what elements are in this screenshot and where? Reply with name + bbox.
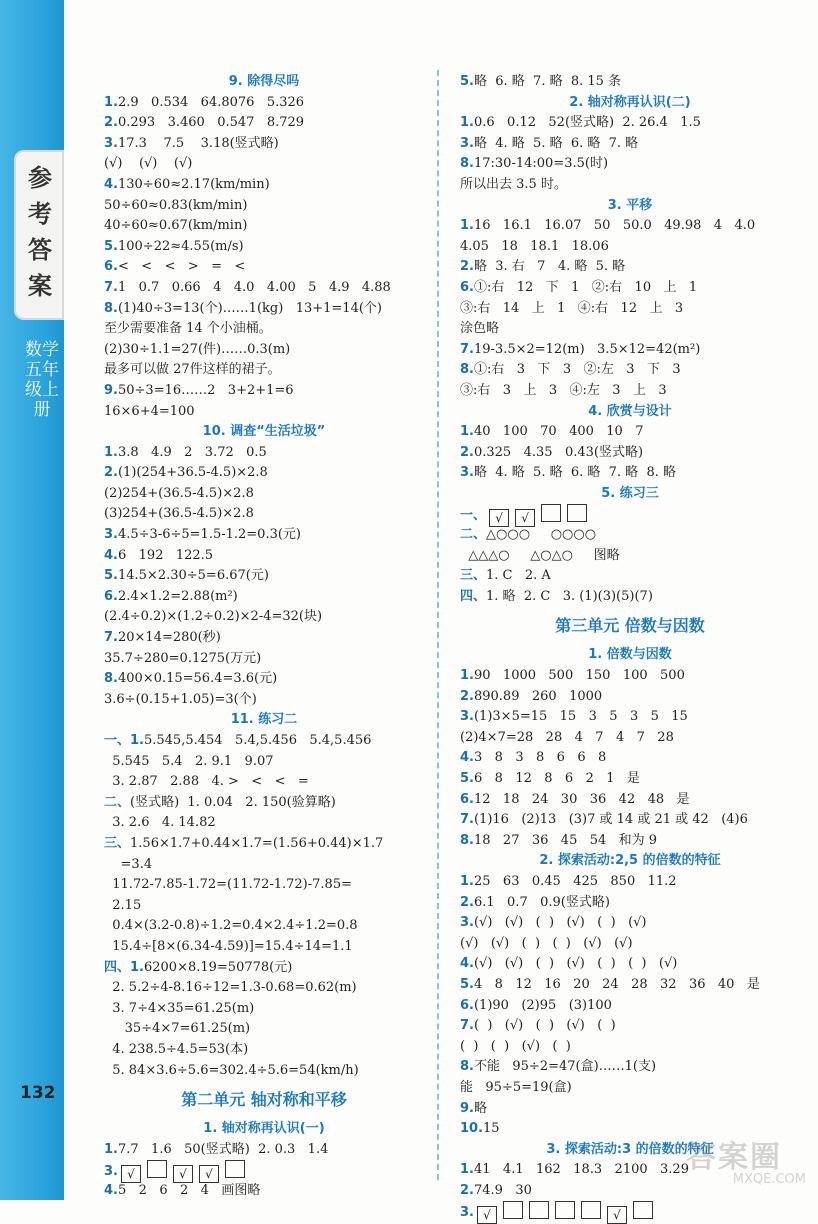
- question-number: 2.: [460, 688, 474, 704]
- question-number: 2.: [104, 465, 118, 481]
- answer-line: [460, 975, 800, 996]
- answer-box: √: [489, 509, 509, 527]
- answer-box: [541, 504, 561, 522]
- question-number: 3.: [460, 915, 474, 931]
- question-number: 四、: [460, 588, 487, 604]
- question-number: 4.: [460, 750, 474, 766]
- answer-line: [104, 196, 424, 217]
- answer-line: [460, 257, 800, 278]
- question-number: 2.: [460, 259, 474, 275]
- watermark-main: 答案圈: [686, 1140, 782, 1175]
- answer-text: 略 6. 略 7. 略 8. 15 条: [473, 74, 622, 89]
- question-number: 2.: [460, 444, 474, 460]
- answer-tab-label: 参考答案: [28, 164, 52, 300]
- question-number: 2.: [104, 115, 118, 131]
- answer-line: [460, 154, 800, 175]
- answer-line: [460, 360, 800, 381]
- answer-line: [104, 1181, 424, 1202]
- answer-line: [104, 299, 424, 320]
- answer-box: √: [199, 1165, 219, 1183]
- question-number: 8.: [104, 671, 118, 687]
- answer-box: [633, 1201, 653, 1219]
- answer-line: [104, 443, 424, 464]
- answer-text: 14.5×2.30÷5=6.67(元): [117, 568, 269, 584]
- answer-box: √: [607, 1206, 627, 1224]
- answer-line: [104, 607, 424, 628]
- question-number: 8.: [460, 362, 474, 378]
- answer-box: [225, 1160, 245, 1178]
- answer-text: (1)40÷3=13(个)……1(kg) 13+1=14(个): [117, 300, 382, 316]
- question-number: 8.: [460, 1059, 474, 1075]
- question-number: 3.: [104, 527, 118, 543]
- section-heading: 4. 欣赏与设计: [588, 403, 672, 419]
- answer-text: (2)254+(36.5-4.5)×2.8: [104, 485, 254, 501]
- answer-text: (2)30÷1.1=27(件)……0.3(m): [104, 341, 291, 357]
- answer-box: √: [173, 1165, 193, 1183]
- answer-text: 4. 238.5÷4.5=53(本): [104, 1041, 249, 1057]
- question-number: 4.: [460, 956, 474, 972]
- answer-text: 41 4.1 162 18.3 2100 3.29: [473, 1162, 689, 1178]
- answer-line: [104, 649, 424, 670]
- answer-text: 7.7 1.6 50(竖式略) 2. 0.3 1.4: [117, 1141, 329, 1157]
- answer-line: [104, 381, 424, 402]
- answer-text: 40÷60≈0.67(km/min): [104, 218, 248, 234]
- answer-line: [104, 154, 424, 175]
- answer-text: < < < > = <: [117, 259, 246, 275]
- answer-line: [460, 728, 800, 749]
- question-number: 三、: [460, 568, 487, 584]
- answer-text: 0.4×(3.2-0.8)÷1.2=0.4×2.4÷1.2=0.8: [104, 918, 358, 934]
- answer-line: [460, 525, 800, 546]
- answer-text: 15.4÷[8×(6.34-4.59)]=15.4÷14=1.1: [104, 938, 353, 954]
- answer-line: [104, 958, 424, 979]
- answer-line: [460, 1078, 800, 1099]
- answer-line: [460, 748, 800, 769]
- question-number: 7.: [460, 812, 474, 828]
- answer-text: 400×0.15=56.4=3.6(元): [117, 671, 278, 687]
- answer-text: 12 18 24 30 36 42 48 是: [473, 791, 690, 807]
- answer-line: [104, 669, 424, 690]
- question-number: 7.: [104, 279, 118, 295]
- answer-text: △△△○ △○△○ 图略: [460, 547, 620, 563]
- answer-text: ①:右 3 下 3 ②:左 3 下 3: [473, 362, 681, 378]
- answer-line: [104, 1061, 424, 1082]
- answer-text: 略: [473, 1100, 487, 1116]
- answer-box: √: [121, 1165, 141, 1183]
- answer-line: [104, 566, 424, 587]
- answer-text: ①:右 12 下 1 ②:右 10 上 1: [473, 279, 698, 295]
- question-number: 5.: [460, 74, 474, 89]
- answer-line: [460, 810, 800, 831]
- answer-text: (√) (√) ( ) (√) ( ) (√): [473, 915, 647, 931]
- answer-text: 40 100 70 400 10 7: [473, 424, 644, 440]
- watermark-sub: MXQE.COM: [732, 1172, 806, 1187]
- question-number: 9.: [104, 382, 118, 398]
- answer-text: 6.1 0.7 0.9(竖式略): [473, 894, 610, 910]
- answer-line: [104, 237, 424, 258]
- answer-text: 1. C 2. A: [486, 568, 551, 584]
- answer-line: [104, 1019, 424, 1040]
- answer-line: [460, 769, 800, 790]
- answer-text: 1.56×1.7+0.44×1.7=(1.56+0.44)×1.7: [130, 835, 384, 851]
- answer-line: [104, 134, 424, 155]
- answer-text: 4.5÷3-6÷5=1.5-1.2=0.3(元): [117, 527, 301, 543]
- answer-line: [460, 893, 800, 914]
- answer-line: [104, 360, 424, 381]
- answer-line: [104, 340, 424, 361]
- answer-text: 4.05 18 18.1 18.06: [460, 238, 609, 254]
- answer-line: [460, 872, 800, 893]
- answer-line: [460, 175, 800, 196]
- section-heading: 9. 除得尽吗: [228, 74, 300, 89]
- answer-text: (1)(254+36.5-4.5)×2.8: [117, 465, 268, 481]
- answer-line: [460, 1201, 800, 1222]
- question-number: 3.: [460, 465, 474, 481]
- answer-text: 0.325 4.35 0.43(竖式略): [473, 444, 644, 460]
- answer-text: 17:30-14:00=3.5(时): [473, 156, 609, 172]
- column-divider: [437, 70, 439, 1180]
- answer-line: [460, 72, 800, 93]
- section-heading: 3. 探索活动:3 的倍数的特征: [546, 1141, 714, 1157]
- answer-text: (1)3×5=15 15 3 5 3 5 15: [473, 709, 688, 725]
- answer-line: [460, 278, 800, 299]
- page-number: 132: [20, 1083, 56, 1103]
- answer-text: 能 95÷5=19(盒): [460, 1079, 572, 1095]
- question-number: 1.: [104, 1141, 118, 1157]
- answer-text: (√) (√) ( ) (√) ( ) ( ) (√): [473, 956, 678, 972]
- answer-box: [503, 1201, 523, 1219]
- answer-text: 略 3. 右 7 4. 略 5. 略: [473, 259, 626, 275]
- question-number: 四、1.: [104, 959, 144, 975]
- question-number: 8.: [460, 156, 474, 172]
- answer-text: 2. 5.2÷4-8.16÷12=1.3-0.68=0.62(m): [104, 980, 357, 996]
- answer-line: [104, 484, 424, 505]
- answer-line: [460, 443, 800, 464]
- question-number: 6.: [104, 259, 118, 275]
- answer-line: [460, 340, 800, 361]
- answer-line: [104, 463, 424, 484]
- answer-text: =3.4: [104, 856, 153, 872]
- question-number: 5.: [460, 976, 474, 992]
- answer-text: 3.8 4.9 2 3.72 0.5: [117, 444, 267, 460]
- answer-text: 35÷4×7=61.25(m): [104, 1021, 251, 1037]
- answer-text: 涂色略: [460, 321, 500, 337]
- answer-text: 35.7÷280=0.1275(万元): [104, 650, 262, 666]
- answer-line: [460, 504, 800, 525]
- answer-line: [104, 896, 424, 917]
- question-number: 5.: [104, 568, 118, 584]
- answer-text: 1 0.7 0.66 4 4.0 4.00 5 4.9 4.88: [117, 279, 391, 295]
- answer-line: [104, 546, 424, 567]
- answer-line: [460, 790, 800, 811]
- question-number: 3.: [460, 709, 474, 725]
- section-heading: 1. 倍数与因数: [588, 647, 672, 663]
- section-heading: 3. 平移: [607, 197, 653, 213]
- answer-line: [104, 1040, 424, 1061]
- answer-line: [104, 628, 424, 649]
- left-column: [104, 72, 424, 1201]
- answer-text: 4 8 12 16 20 24 28 32 36 40 是: [473, 976, 760, 992]
- answer-line: [460, 707, 800, 728]
- question-number: 6.: [460, 791, 474, 807]
- question-number: 1.: [460, 218, 474, 234]
- answer-line: [104, 587, 424, 608]
- question-number: 9.: [460, 1100, 474, 1116]
- answer-line: [104, 999, 424, 1020]
- question-number: 6.: [460, 997, 474, 1013]
- answer-text: (2.4÷0.2)×(1.2÷0.2)×2-4=32(块): [104, 609, 323, 625]
- answer-text: (3)254+(36.5-4.5)×2.8: [104, 506, 254, 522]
- answer-text: 2.15: [104, 897, 142, 913]
- section-heading: 2. 探索活动:2,5 的倍数的特征: [539, 853, 721, 869]
- answer-text: 130÷60≈2.17(km/min): [117, 176, 270, 192]
- answer-text: 20×14=280(秒): [117, 630, 221, 646]
- answer-line: [460, 566, 800, 587]
- answer-text: ( ) ( ) (√) ( ): [460, 1038, 571, 1054]
- answer-line: [460, 237, 800, 258]
- answer-text: 5.545 5.4 2. 9.1 9.07: [104, 753, 274, 769]
- question-number: 1.: [104, 444, 118, 460]
- answer-line: [460, 934, 800, 955]
- answer-text: 0.6 0.12 52(竖式略) 2. 26.4 1.5: [473, 115, 701, 131]
- unit-heading: 第二单元 轴对称和平移: [181, 1090, 347, 1110]
- answer-text: 所以出去 3.5 时。: [460, 176, 567, 192]
- answer-text: 74.9 30: [473, 1182, 532, 1198]
- answer-text: 890.89 260 1000: [473, 688, 603, 704]
- answer-line: [104, 978, 424, 999]
- answer-text: (2)4×7=28 28 4 7 4 7 28: [460, 729, 674, 745]
- answer-text: 2.4×1.2=2.88(m²): [117, 588, 238, 604]
- answer-line: [460, 299, 800, 320]
- answer-line: [104, 278, 424, 299]
- section-heading: 10. 调查“生活垃圾”: [202, 424, 326, 440]
- question-number: 一、1.: [104, 733, 144, 748]
- answer-text: (1)90 (2)95 (3)100: [473, 997, 612, 1013]
- answer-text: 3.6÷(0.15+1.05)=3(个): [104, 691, 257, 707]
- answer-box: √: [477, 1206, 497, 1224]
- answer-text: 16 16.1 16.07 50 50.0 49.98 4 4.0: [473, 218, 756, 234]
- question-number: 三、: [104, 835, 131, 851]
- answer-box: [147, 1160, 167, 1178]
- answer-text: (√) (√) (√): [104, 156, 193, 172]
- section-heading: 11. 练习二: [230, 712, 298, 728]
- answer-line: [460, 587, 800, 608]
- answer-text: 16×6+4=100: [104, 403, 195, 419]
- answer-line: [104, 319, 424, 340]
- answer-line: [460, 666, 800, 687]
- answer-line: [104, 690, 424, 711]
- watermark-logo: [686, 1132, 806, 1187]
- question-number: 一、: [460, 508, 487, 524]
- answer-line: [460, 1037, 800, 1058]
- answer-text: (1)16 (2)13 (3)7 或 14 或 21 或 42 (4)6: [473, 812, 748, 828]
- answer-text: 19-3.5×2=12(m) 3.5×12=42(m²): [473, 341, 701, 357]
- answer-box: [555, 1201, 575, 1219]
- question-number: 1.: [460, 1162, 474, 1178]
- question-number: 10.: [460, 1121, 484, 1137]
- answer-line: [460, 1016, 800, 1037]
- answer-line: [460, 216, 800, 237]
- answer-box: √: [515, 509, 535, 527]
- answer-text: 50÷60≈0.83(km/min): [104, 197, 248, 213]
- answer-line: [104, 175, 424, 196]
- answer-line: [460, 1057, 800, 1078]
- question-number: 6.: [460, 279, 474, 295]
- subject-label: 数学 五年级上册: [25, 340, 59, 420]
- question-number: 1.: [104, 94, 118, 110]
- question-number: 3.: [460, 1205, 474, 1221]
- answer-line: [104, 93, 424, 114]
- question-number: 8.: [104, 300, 118, 316]
- answer-box: [567, 504, 587, 522]
- answer-text: 6 192 122.5: [117, 547, 214, 563]
- answer-text: 18 27 36 45 54 和为 9: [473, 832, 658, 848]
- answer-line: [460, 913, 800, 934]
- answer-text: 100÷22≈4.55(m/s): [117, 238, 244, 254]
- answer-text: (竖式略) 1. 0.04 2. 150(验算略): [130, 794, 336, 810]
- question-number: 2.: [460, 1182, 474, 1198]
- question-number: 4.: [104, 1182, 118, 1198]
- answer-text: 不能 95÷2=47(盒)……1(支): [473, 1059, 657, 1075]
- answer-text: 1. 略 2. C 3. (1)(3)(5)(7): [486, 588, 653, 604]
- answer-line: [104, 257, 424, 278]
- answer-line: [460, 831, 800, 852]
- answer-line: [104, 731, 424, 752]
- answer-line: [460, 687, 800, 708]
- answer-text: 略 4. 略 5. 略 6. 略 7. 略 8. 略: [473, 465, 676, 481]
- answer-line: [104, 834, 424, 855]
- question-number: 二、: [460, 527, 487, 543]
- answer-line: [460, 996, 800, 1017]
- question-number: 7.: [460, 1018, 474, 1034]
- answer-line: [460, 463, 800, 484]
- question-number: 6.: [104, 588, 118, 604]
- answer-text: △○○○ ○○○○: [486, 527, 597, 543]
- answer-box: [529, 1201, 549, 1219]
- question-number: 3.: [460, 135, 474, 151]
- answer-line: [104, 916, 424, 937]
- answer-text: 6 8 12 8 6 2 1 是: [473, 771, 640, 786]
- question-number: 8.: [460, 832, 474, 848]
- question-number: 7.: [104, 630, 118, 646]
- answer-line: [104, 525, 424, 546]
- answer-text: 17.3 7.5 3.18(竖式略): [117, 135, 279, 151]
- answer-text: 5. 84×3.6÷5.6=302.4÷5.6=54(km/h): [104, 1062, 359, 1078]
- answer-text: 略 4. 略 5. 略 6. 略 7. 略: [473, 135, 639, 151]
- answer-text: 90 1000 500 150 100 500: [473, 668, 685, 684]
- answer-box: [581, 1201, 601, 1219]
- answer-text: 5.545,5.454 5.4,5.456 5.4,5.456: [143, 733, 372, 748]
- answer-text: 3. 2.87 2.88 4. > < < =: [104, 774, 309, 790]
- answer-text: 5 2 6 2 4 画图略: [117, 1182, 261, 1198]
- answer-line: [460, 954, 800, 975]
- answer-line: [104, 937, 424, 958]
- question-number: 4.: [104, 547, 118, 563]
- answer-text: (√) (√) ( ) ( ) (√) (√): [460, 935, 633, 951]
- answer-text: 3. 2.6 4. 14.82: [104, 815, 216, 831]
- question-number: 7.: [460, 341, 474, 357]
- question-number: 2.: [460, 894, 474, 910]
- answer-line: [460, 134, 800, 155]
- right-column: [460, 72, 800, 1222]
- answer-line: [460, 319, 800, 340]
- answer-text: 2.9 0.534 64.8076 5.326: [117, 94, 305, 110]
- answer-line: [460, 1099, 800, 1120]
- section-heading: 1. 轴对称再认识(一): [203, 1121, 325, 1137]
- question-number: 3.: [104, 1164, 118, 1180]
- answer-text: 15: [483, 1121, 500, 1137]
- answer-line: [460, 113, 800, 134]
- question-number: 3.: [104, 135, 118, 151]
- answer-text: 6200×8.19=50778(元): [143, 959, 293, 975]
- question-number: 4.: [104, 176, 118, 192]
- question-number: 5.: [460, 771, 474, 786]
- answer-text: 50÷3=16……2 3+2+1=6: [117, 382, 294, 398]
- answer-line: [104, 1140, 424, 1161]
- answer-text: 25 63 0.45 425 850 11.2: [473, 873, 677, 889]
- question-number: 1.: [460, 873, 474, 889]
- answer-line: [104, 875, 424, 896]
- answer-text: 3 8 3 8 6 6 8: [473, 750, 607, 766]
- answer-line: [104, 216, 424, 237]
- answer-line: [104, 1160, 424, 1181]
- question-number: 1.: [460, 668, 474, 684]
- answer-line: [104, 813, 424, 834]
- section-heading: 5. 练习三: [601, 485, 659, 501]
- answer-line: [460, 546, 800, 567]
- question-number: 1.: [460, 424, 474, 440]
- answer-line: [104, 504, 424, 525]
- answer-text: ③:右 3 上 3 ④:左 3 上 3: [460, 382, 667, 398]
- answer-line: [104, 752, 424, 773]
- answer-line: [104, 772, 424, 793]
- answer-text: 3. 7÷4×35=61.25(m): [104, 1000, 255, 1016]
- answer-line: [104, 402, 424, 423]
- answer-line: [460, 422, 800, 443]
- answer-text: 最多可以做 27件这样的裙子。: [104, 362, 281, 378]
- unit-heading: 第三单元 倍数与因数: [555, 616, 705, 636]
- answer-text: 至少需要准备 14 个小油桶。: [104, 321, 272, 337]
- question-number: 二、: [104, 794, 131, 810]
- question-number: 5.: [104, 238, 118, 254]
- answer-line: [460, 381, 800, 402]
- question-number: 1.: [460, 115, 474, 131]
- answer-text: ③:右 14 上 1 ④:右 12 上 3: [460, 300, 684, 316]
- answer-text: ( ) (√) ( ) (√) ( ): [473, 1018, 616, 1034]
- answer-text: 0.293 3.460 0.547 8.729: [117, 115, 305, 131]
- answer-line: [104, 113, 424, 134]
- answer-line: [104, 793, 424, 814]
- answer-line: [104, 855, 424, 876]
- section-heading: 2. 轴对称再认识(二): [569, 94, 691, 110]
- answer-text: 11.72-7.85-1.72=(11.72-1.72)-7.85=: [104, 877, 352, 893]
